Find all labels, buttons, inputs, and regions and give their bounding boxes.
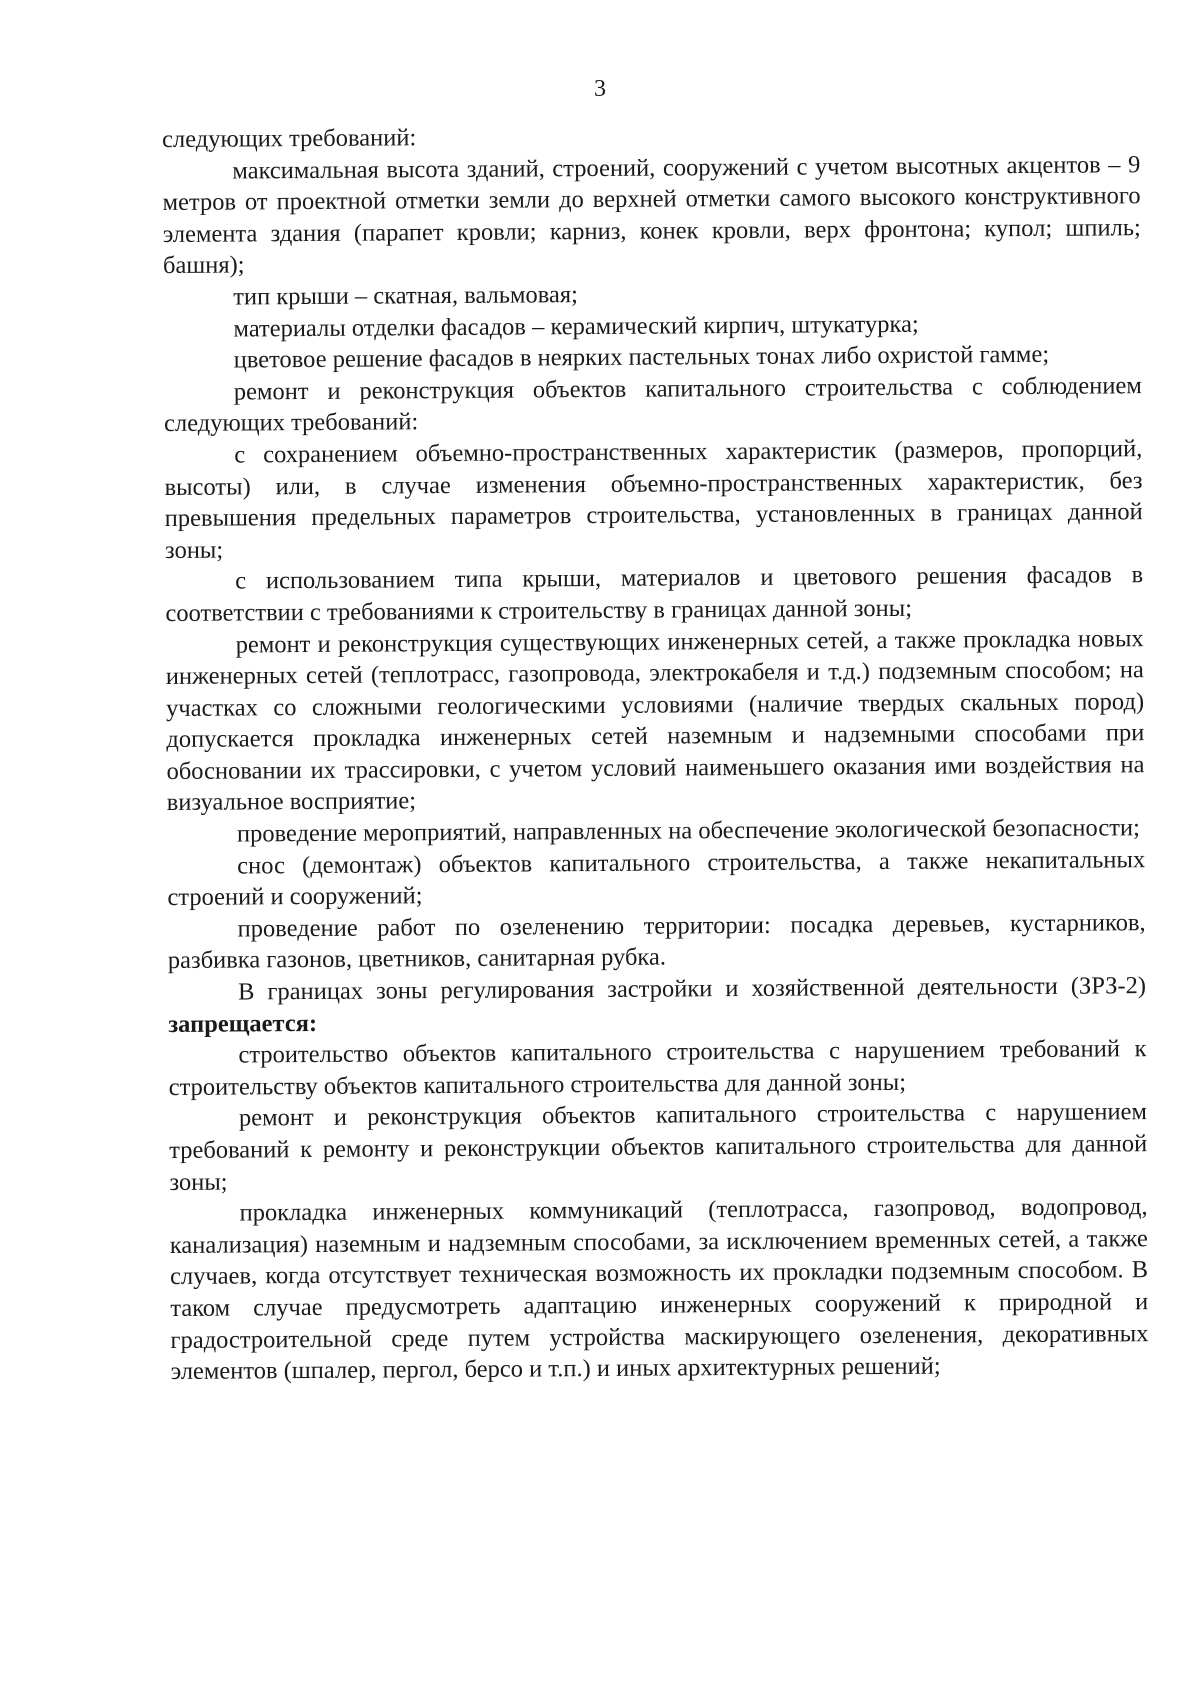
paragraph: снос (демонтаж) объектов капитального строительства, а также некапитальных строений и сооружений; xyxy=(167,845,1146,912)
paragraph: ремонт и реконструкция существующих инженерных сетей, а также прокладка новых инженерных сетей (теплотрасс, газопровода, электрокабеля и т.д.) подземным способом; на участках со сложными геологическими условиями (наличие твердых скальных пород) допускается прокладка инженерных сетей наземным и надземными способами при обосновании их трассировки, с учетом условий наименьшего оказания ими воздействия на визуальное восприятие; xyxy=(165,624,1145,817)
paragraph: цветовое решение фасадов в неярких пастельных тонах либо охристой гамме; xyxy=(233,340,1050,374)
paragraph: тип крыши – скатная, вальмовая; xyxy=(233,281,578,311)
paragraph: проведение мероприятий, направленных на обеспечение экологической безопасности; xyxy=(236,814,1140,848)
document-body xyxy=(162,117,1149,1388)
paragraph: максимальная высота зданий, строений, сооружений с учетом высотных акцентов – 9 метров от проектной отметки земли до верхней отметки самого высокого конструктивного элемента здания (парапет кровли; карниз, конек кровли, верх фронтона; купол; шпиль; башня); xyxy=(162,150,1141,280)
paragraph: проведение работ по озеленению территории: посадка деревьев, кустарников, разбивка газонов, цветников, санитарная рубка. xyxy=(167,908,1146,975)
zone-paragraph xyxy=(168,970,1146,1040)
prohibited-item: строительство объектов капитального строительства с нарушением требований к строительству объектов капитального строительства для данной зоны; xyxy=(168,1035,1147,1101)
paragraph: материалы отделки фасадов – керамический кирпич, штукатурка; xyxy=(233,310,919,343)
prohibited-heading: запрещается: xyxy=(168,1009,318,1038)
paragraph: с использованием типа крыши, материалов и цветового решения фасадов в соответствии с требованиями к строительству в границах данной зоны; xyxy=(165,561,1144,627)
page-number: 3 xyxy=(594,76,606,102)
paragraph: с сохранением объемно-пространственных характеристик (размеров, пропорций, высоты) или, в случае изменения объемно-пространственных характеристик, без превышения предельных параметров строительства, установленных в границах данной зоны; xyxy=(164,435,1143,564)
paragraph: ремонт и реконструкция объектов капитального строительства с соблюдением следующих требований: xyxy=(163,371,1142,438)
paragraph: следующих требований: xyxy=(162,124,417,153)
prohibited-item: ремонт и реконструкция объектов капитального строительства с нарушением требований к ремонту и реконструкции объектов капитального строительства для данной зоны; xyxy=(169,1098,1148,1196)
prohibited-item: прокладка инженерных коммуникаций (теплотрасса, газопровод, водопровод, канализация) наземным и надземным способами, за исключением временных сетей, а также случаев, когда отсутствует техническая возможность их прокладки подземным способом. В таком случае предусмотреть адаптацию инженерных сооружений к природной и градостроительной среде путем устройства маскирующего озеленения, декоративных элементов (шпалер, пергол, берсо и т.п.) и иных архитектурных решений; xyxy=(169,1193,1149,1386)
zone-paragraph-text: В границах зоны регулирования застройки и хозяйственной деятельности (ЗРЗ-2) xyxy=(237,972,1147,1006)
